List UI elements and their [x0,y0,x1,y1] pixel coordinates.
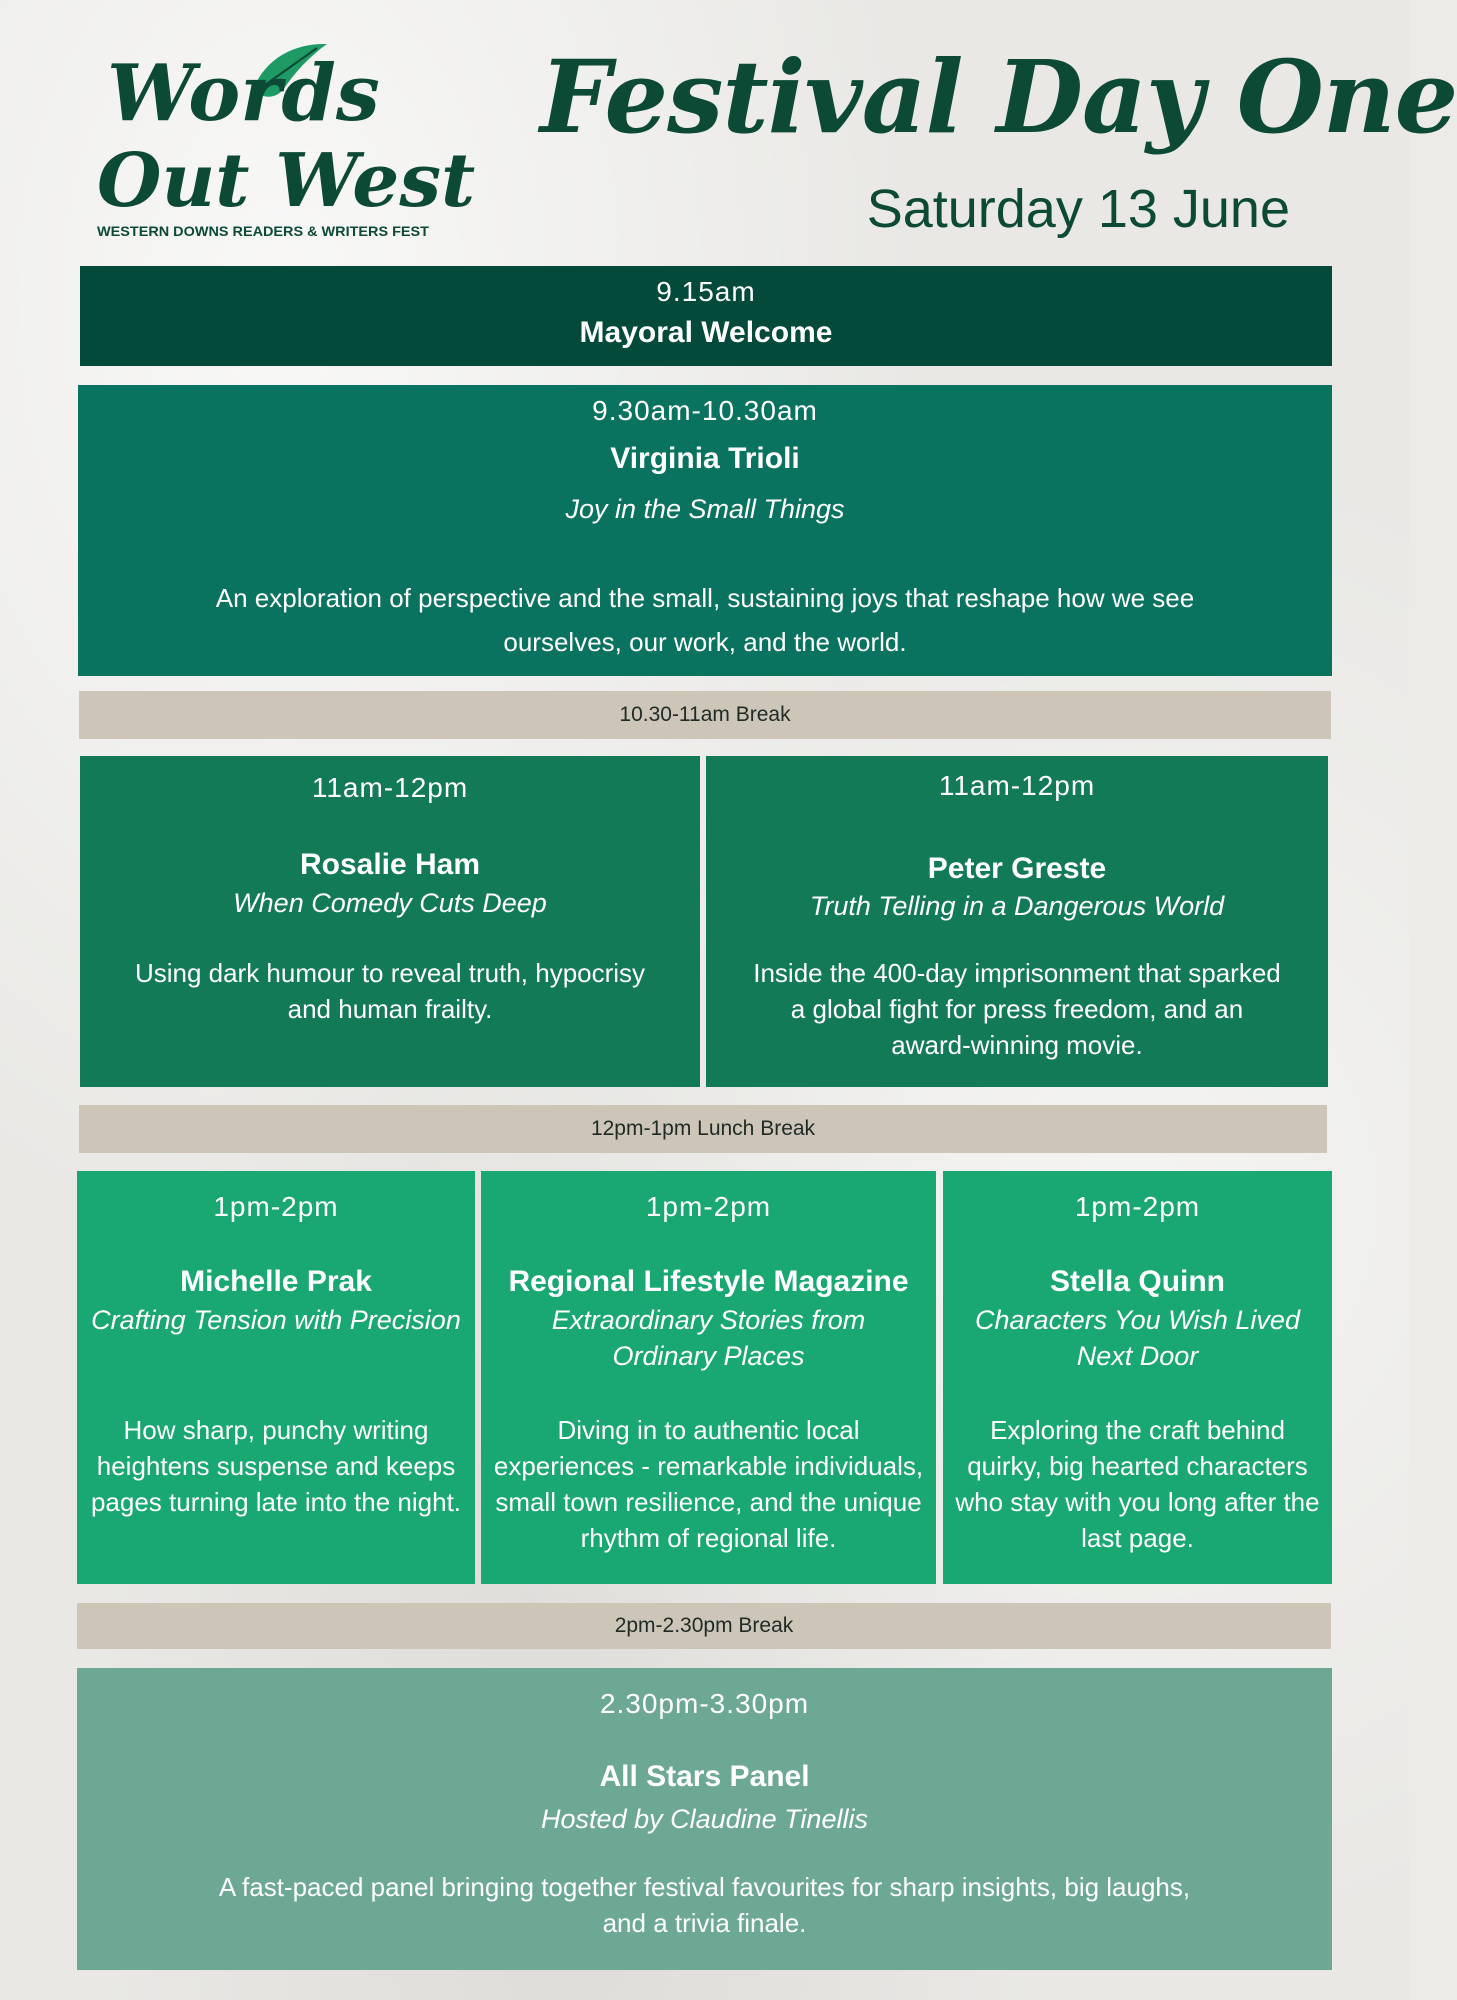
panel-desc-line2: and a trivia finale. [602,1908,807,1938]
session-card [481,1171,936,1584]
session-desc-line2: a global fight for press freedom, and an [790,994,1244,1024]
session-desc-line1: Using dark humour to reveal truth, hypocrisy [134,958,646,988]
session-time: 1pm-2pm [213,1191,339,1222]
panel-block [77,1668,1332,1970]
session-card [943,1171,1332,1584]
session-desc-line2: heightens suspense and keeps [96,1451,456,1481]
session-speaker: Stella Quinn [1049,1265,1226,1298]
page-title: Festival Day One [540,38,1457,156]
session-desc-line3: who stay with you long after the [955,1487,1320,1517]
session-desc-line3: pages turning late into the night. [90,1487,462,1517]
session-subtitle-line1: Characters You Wish Lived [975,1305,1300,1335]
session-speaker: Rosalie Ham [299,848,481,881]
keynote-block [78,385,1332,676]
session-speaker: Michelle Prak [180,1265,372,1298]
session-subtitle-line2: Ordinary Places [612,1341,805,1371]
session-subtitle: Truth Telling in a Dangerous World [809,891,1225,921]
lunch-break-bar [79,1105,1327,1153]
logo-tagline: WESTERN DOWNS READERS & WRITERS FEST [97,223,430,239]
session-subtitle: Crafting Tension with Precision [91,1305,461,1335]
welcome-time: 9.15am [656,276,756,307]
session-desc-line1: Inside the 400-day imprisonment that sparked [753,958,1281,988]
panel-name: All Stars Panel [599,1760,810,1793]
session-card [77,1171,475,1584]
break-bar [77,1603,1331,1649]
welcome-block [80,266,1332,366]
page-date: Saturday 13 June [866,179,1290,239]
session-desc-line2: and human frailty. [287,994,493,1024]
session-speaker: Regional Lifestyle Magazine [508,1265,909,1298]
keynote-subtitle: Joy in the Small Things [565,494,845,524]
session-time: 11am-12pm [938,770,1096,801]
session-subtitle-line1: Extraordinary Stories from [551,1305,866,1335]
panel-time: 2.30pm-3.30pm [599,1688,810,1719]
panel-desc-line1: A fast-paced panel bringing together festival favourites for sharp insights, big laughs, [218,1872,1191,1902]
session-desc-line3: small town resilience, and the unique [495,1487,922,1517]
session-speaker: Peter Greste [927,852,1107,885]
session-time: 1pm-2pm [645,1191,772,1222]
logo-line1: Words [107,48,380,139]
keynote-time: 9.30am-10.30am [592,395,818,426]
break-bar [79,691,1331,739]
session-card [80,756,700,1087]
session-subtitle-line2: Next Door [1076,1341,1199,1371]
session-desc-line4: last page. [1081,1523,1194,1553]
break-label: 10.30-11am Break [619,703,791,726]
session-desc-line1: Exploring the craft behind [990,1415,1285,1445]
session-desc-line3: award-winning movie. [891,1030,1143,1060]
welcome-name: Mayoral Welcome [579,316,833,349]
keynote-name: Virginia Trioli [610,442,800,475]
session-card [706,756,1328,1087]
session-time: 11am-12pm [311,772,469,803]
panel-subtitle: Hosted by Claudine Tinellis [541,1804,868,1834]
break-label: 12pm-1pm Lunch Break [590,1117,816,1140]
session-time: 1pm-2pm [1074,1191,1201,1222]
session-subtitle: When Comedy Cuts Deep [233,888,547,918]
session-desc-line2: quirky, big hearted characters [967,1451,1308,1481]
keynote-desc-line1: An exploration of perspective and the small, sustaining joys that reshape how we see [215,583,1195,613]
session-desc-line2: experiences - remarkable individuals, [493,1451,924,1481]
session-desc-line1: Diving in to authentic local [557,1415,860,1445]
session-desc-line1: How sharp, punchy writing [123,1415,429,1445]
festival-logo [95,38,476,248]
logo-line2: Out West [97,138,476,224]
session-desc-line4: rhythm of regional life. [580,1523,837,1553]
keynote-desc-line2: ourselves, our work, and the world. [503,627,907,657]
break-label: 2pm-2.30pm Break [614,1614,794,1637]
